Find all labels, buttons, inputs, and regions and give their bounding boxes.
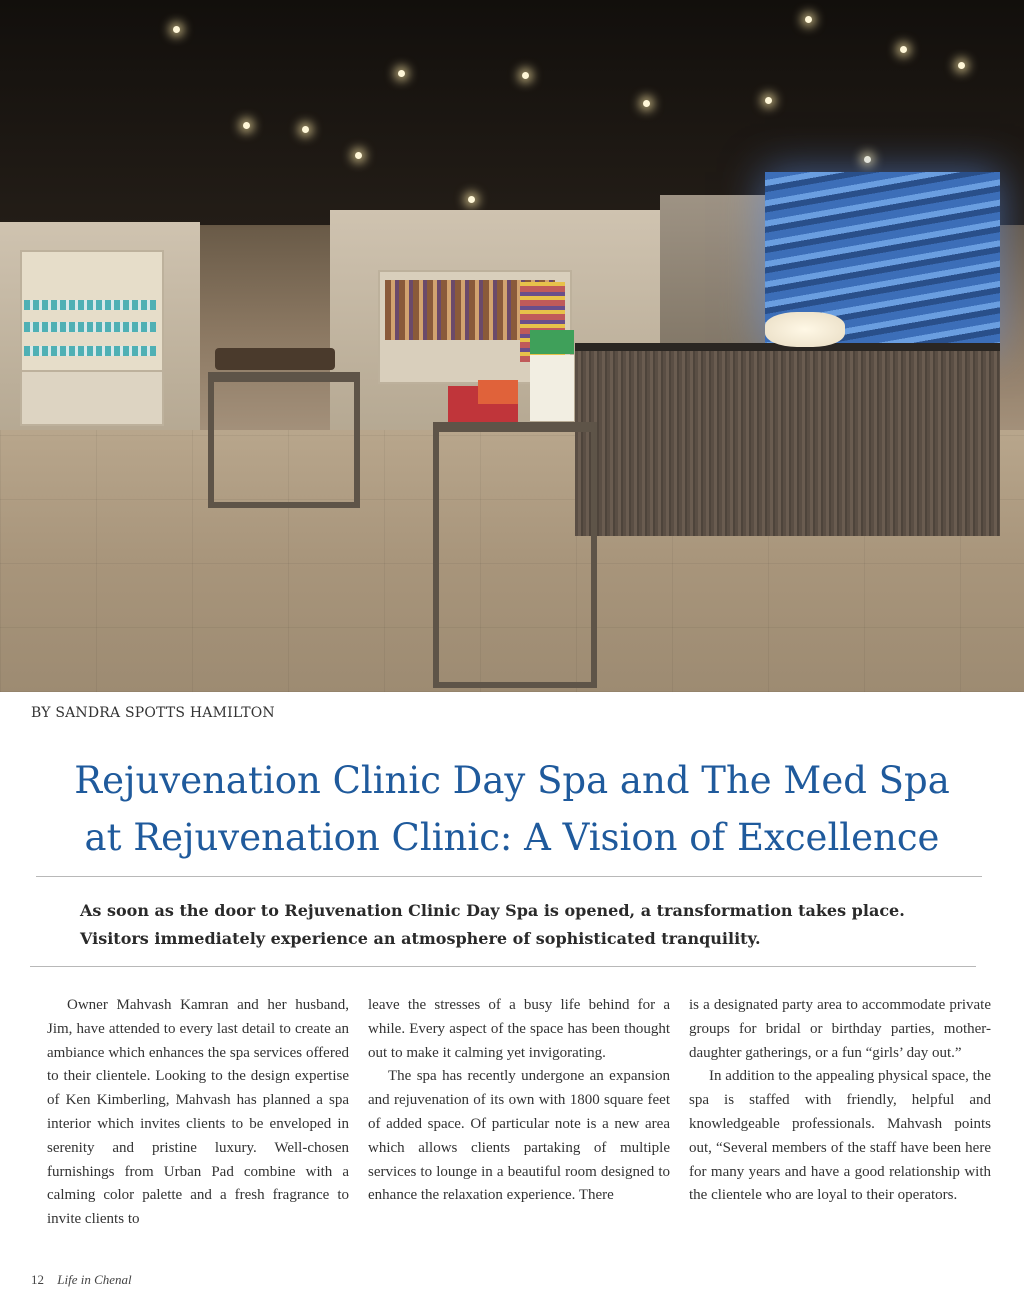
display-table-front <box>433 422 597 688</box>
magazine-name: Life in Chenal <box>57 1272 132 1287</box>
article-title-line-1: Rejuvenation Clinic Day Spa and The Med Spa <box>74 759 950 802</box>
body-column-3 <box>689 994 991 1208</box>
page-footer <box>31 1272 132 1288</box>
article-deck <box>80 897 980 953</box>
deck-line-2: Visitors immediately experience an atmosphere of sophisticated tranquility. <box>80 929 761 948</box>
byline: BY SANDRA SPOTTS HAMILTON <box>31 705 275 721</box>
body-paragraph: is a designated party area to accommodate private groups for bridal or birthday parties, mother-daughter gatherings, or a fun “girls’ day out.” <box>689 997 991 1061</box>
cabinet-left <box>20 370 164 426</box>
body-paragraph: Owner Mahvash Kamran and her husband, Jim, have attended to every last detail to create an ambiance which enhances the spa services offered to their clientele. Looking to the design expertise of Ken Kimberling, Mahvash has planned a spa interior which invites clients to be enveloped in serenity and pristine luxury. Well-chosen furnishings from Urban Pad combine with a calming color palette and a fresh fragrance to invite clients to <box>47 997 349 1228</box>
page-number: 12 <box>31 1272 44 1287</box>
right-wall <box>660 195 780 365</box>
body-column-1 <box>47 994 349 1232</box>
deck-divider <box>30 966 976 967</box>
body-column-2 <box>368 994 670 1208</box>
article-title <box>20 752 1004 866</box>
orchid-arrangement <box>765 312 845 347</box>
reception-counter <box>575 343 1000 536</box>
article-title-line-2: at Rejuvenation Clinic: A Vision of Excellence <box>84 816 940 859</box>
title-divider <box>36 876 982 877</box>
deck-line-1: As soon as the door to Rejuvenation Clinic Day Spa is opened, a transformation takes place. <box>80 901 905 920</box>
body-paragraph: In addition to the appealing physical space, the spa is staffed with friendly, helpful and knowledgeable professionals. Mahvash points out, “Several members of the staff have been here for many years and have a good relationship with the clientele who are loyal to their operators. <box>689 1068 991 1204</box>
body-paragraph: leave the stresses of a busy life behind for a while. Every aspect of the space has been thought out to make it calming yet invigorating. <box>368 997 670 1061</box>
body-paragraph: The spa has recently undergone an expansion and rejuvenation of its own with 1800 square feet of added space. Of particular note is a new area which allows clients partaking of multiple services to lounge in a beautiful room designed to enhance the relaxation experience. There <box>368 1068 670 1204</box>
display-table-back <box>208 372 360 508</box>
